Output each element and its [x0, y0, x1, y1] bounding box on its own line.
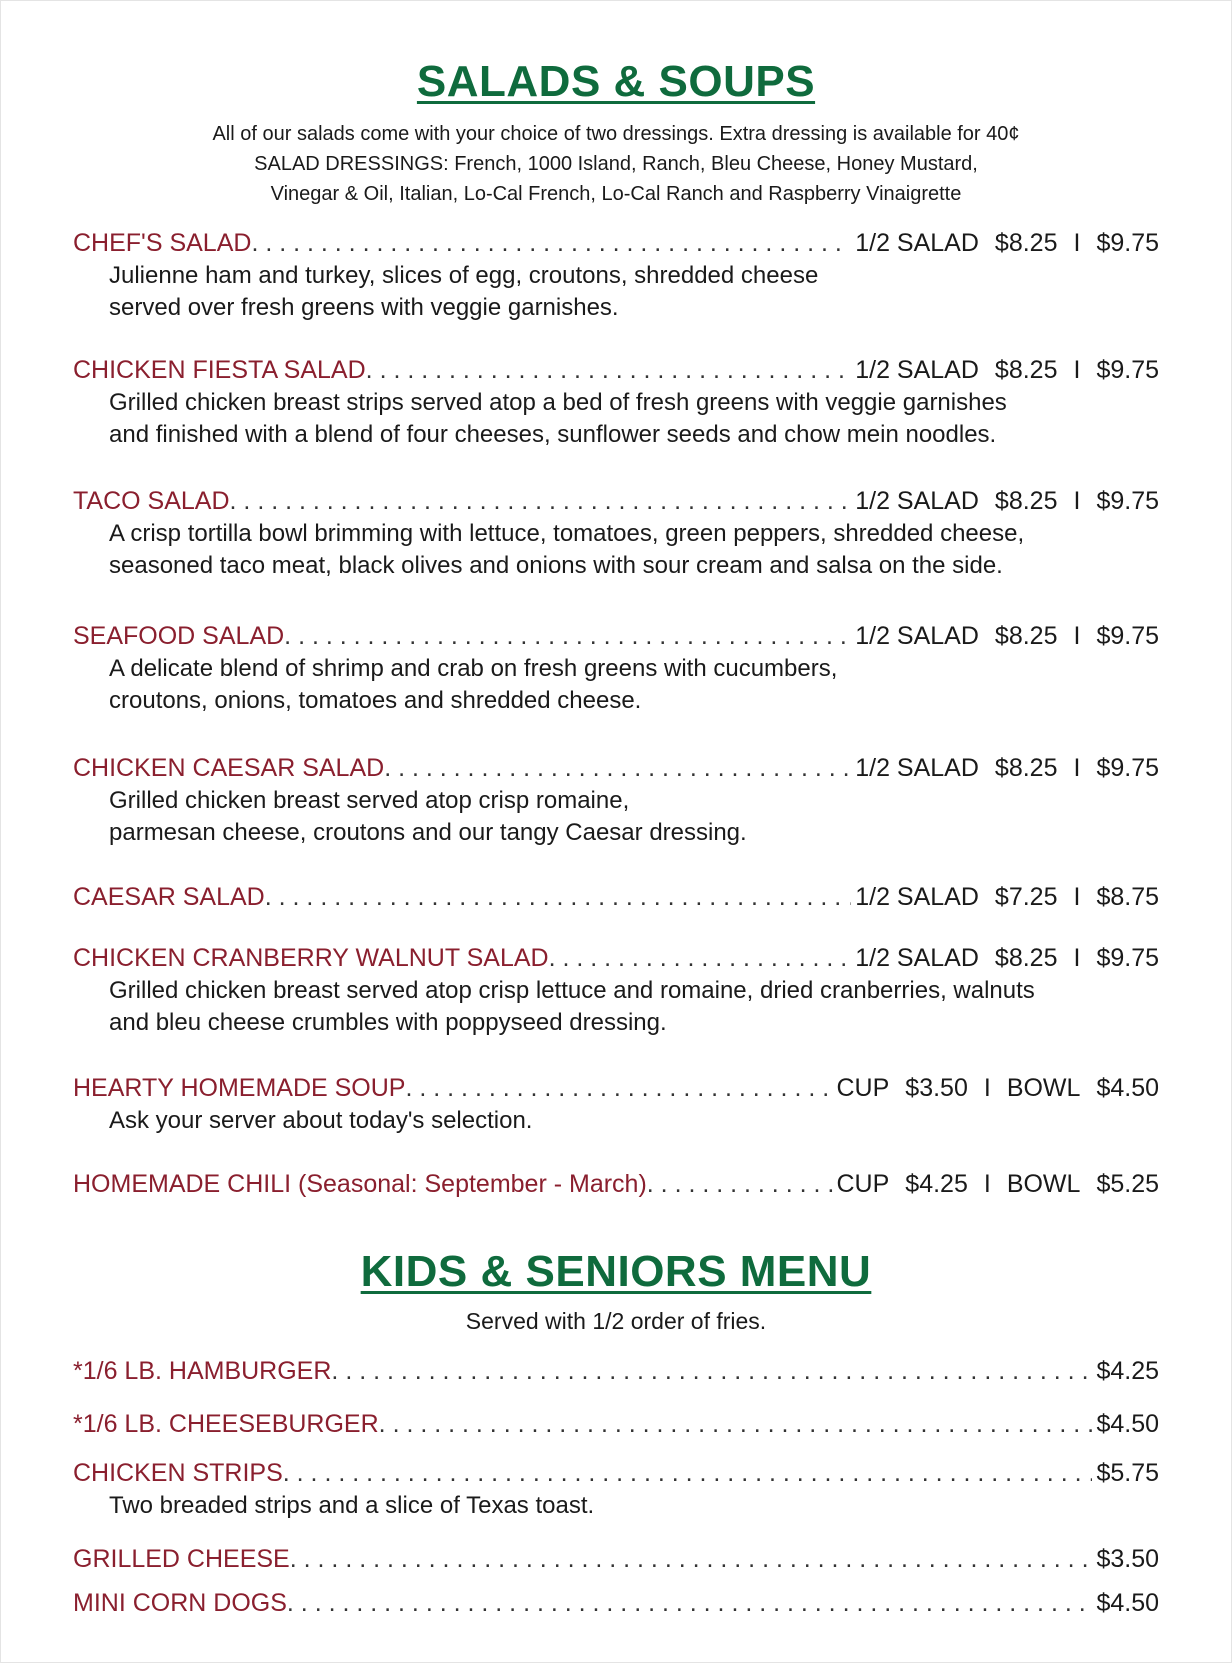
salads-intro — [1, 119, 1231, 209]
item-name: HEARTY HOMEMADE SOUP — [73, 1074, 406, 1102]
item-name: *1/6 LB. HAMBURGER — [73, 1357, 332, 1385]
item-price: CUP $3.50 I BOWL $4.50 — [836, 1074, 1159, 1102]
item-price: CUP $4.25 I BOWL $5.25 — [836, 1170, 1159, 1198]
menu-item-hearty-homemade-soup — [73, 1071, 1159, 1137]
item-description: Grilled chicken breast served atop crisp lettuce and romaine, dried cranberries, walnuts and bleu cheese crumbles with poppyseed dressing. — [109, 977, 1035, 1036]
dot-leader — [405, 1071, 832, 1105]
item-price: $4.25 — [1096, 1357, 1159, 1385]
dot-leader — [283, 1456, 1093, 1490]
item-name: CHICKEN CAESAR SALAD — [73, 754, 385, 782]
kids-subtitle: Served with 1/2 order of fries. — [465, 1308, 767, 1334]
menu-item-grilled-cheese — [73, 1542, 1159, 1576]
menu-item-caesar-salad — [73, 880, 1159, 914]
item-price: $4.50 — [1096, 1589, 1159, 1617]
item-price: 1/2 SALAD $8.25 I $9.75 — [855, 754, 1159, 782]
item-price: 1/2 SALAD $8.25 I $9.75 — [855, 622, 1159, 650]
item-name: CHICKEN FIESTA SALAD — [73, 356, 366, 384]
item-name: CHICKEN STRIPS — [73, 1459, 283, 1487]
dot-leader — [331, 1354, 1092, 1388]
item-price: $3.50 — [1096, 1545, 1159, 1573]
item-description: Grilled chicken breast served atop crisp romaine, parmesan cheese, croutons and our tangy Caesar dressing. — [109, 787, 747, 846]
dot-leader — [379, 1407, 1093, 1441]
item-name: *1/6 LB. CHEESEBURGER — [73, 1410, 379, 1438]
menu-item-taco-salad — [73, 484, 1159, 582]
item-price: $4.50 — [1096, 1410, 1159, 1438]
intro-line: All of our salads come with your choice of two dressings. Extra dressing is available for 40¢ — [212, 123, 1020, 145]
item-description: A crisp tortilla bowl brimming with lettuce, tomatoes, green peppers, shredded cheese, seasoned taco meat, black olives and onions with sour cream and salsa on the side. — [109, 520, 1025, 579]
item-price: $5.75 — [1096, 1459, 1159, 1487]
dot-leader — [366, 353, 852, 387]
item-description: Julienne ham and turkey, slices of egg, croutons, shredded cheese served over fresh greens with veggie garnishes. — [109, 262, 819, 321]
item-name: TACO SALAD — [73, 487, 230, 515]
menu-item-chicken-caesar-salad — [73, 751, 1159, 849]
item-description: Grilled chicken breast strips served atop a bed of fresh greens with veggie garnishes and finished with a blend of four cheeses, sunflower seeds and chow mein noodles. — [109, 389, 1007, 448]
item-price: 1/2 SALAD $8.25 I $9.75 — [855, 487, 1159, 515]
dot-leader — [265, 880, 851, 914]
item-name: MINI CORN DOGS — [73, 1589, 287, 1617]
dot-leader — [287, 1586, 1093, 1620]
item-description: A delicate blend of shrimp and crab on fresh greens with cucumbers, croutons, onions, tomatoes and shredded cheese. — [109, 655, 838, 714]
menu-item-chicken-cranberry-walnut-salad — [73, 941, 1159, 1039]
menu-item-chicken-fiesta-salad — [73, 353, 1159, 451]
menu-item-chefs-salad — [73, 226, 1159, 324]
kids-seniors-heading: KIDS & SENIORS MENU — [360, 1247, 872, 1296]
menu-item-mini-corn-dogs — [73, 1586, 1159, 1620]
intro-line: SALAD DRESSINGS: French, 1000 Island, Ranch, Bleu Cheese, Honey Mustard, — [254, 153, 978, 175]
intro-line: Vinegar & Oil, Italian, Lo-Cal French, Lo-Cal Ranch and Raspberry Vinaigrette — [270, 183, 962, 205]
item-price: 1/2 SALAD $8.25 I $9.75 — [855, 356, 1159, 384]
item-name: CAESAR SALAD — [73, 883, 265, 911]
item-name: HOMEMADE CHILI (Seasonal: September - March) — [73, 1170, 647, 1198]
dot-leader — [251, 226, 851, 260]
item-description: Ask your server about today's selection. — [109, 1107, 533, 1134]
menu-item-homemade-chili — [73, 1167, 1159, 1201]
dot-leader — [647, 1167, 833, 1201]
dot-leader — [230, 484, 852, 518]
dot-leader — [549, 941, 852, 975]
item-name: CHEF'S SALAD — [73, 229, 252, 257]
dot-leader — [284, 619, 851, 653]
menu-item-hamburger — [73, 1354, 1159, 1388]
item-description: Two breaded strips and a slice of Texas toast. — [109, 1492, 595, 1519]
item-price: 1/2 SALAD $8.25 I $9.75 — [855, 944, 1159, 972]
dot-leader — [384, 751, 851, 785]
item-price: 1/2 SALAD $8.25 I $9.75 — [855, 229, 1159, 257]
menu-item-seafood-salad — [73, 619, 1159, 717]
item-name: SEAFOOD SALAD — [73, 622, 285, 650]
item-name: CHICKEN CRANBERRY WALNUT SALAD — [73, 944, 549, 972]
item-name: GRILLED CHEESE — [73, 1545, 290, 1573]
item-price: 1/2 SALAD $7.25 I $8.75 — [855, 883, 1159, 911]
menu-item-chicken-strips — [73, 1456, 1159, 1522]
salads-soups-heading: SALADS & SOUPS — [416, 57, 816, 106]
dot-leader — [290, 1542, 1093, 1576]
menu-item-cheeseburger — [73, 1407, 1159, 1441]
